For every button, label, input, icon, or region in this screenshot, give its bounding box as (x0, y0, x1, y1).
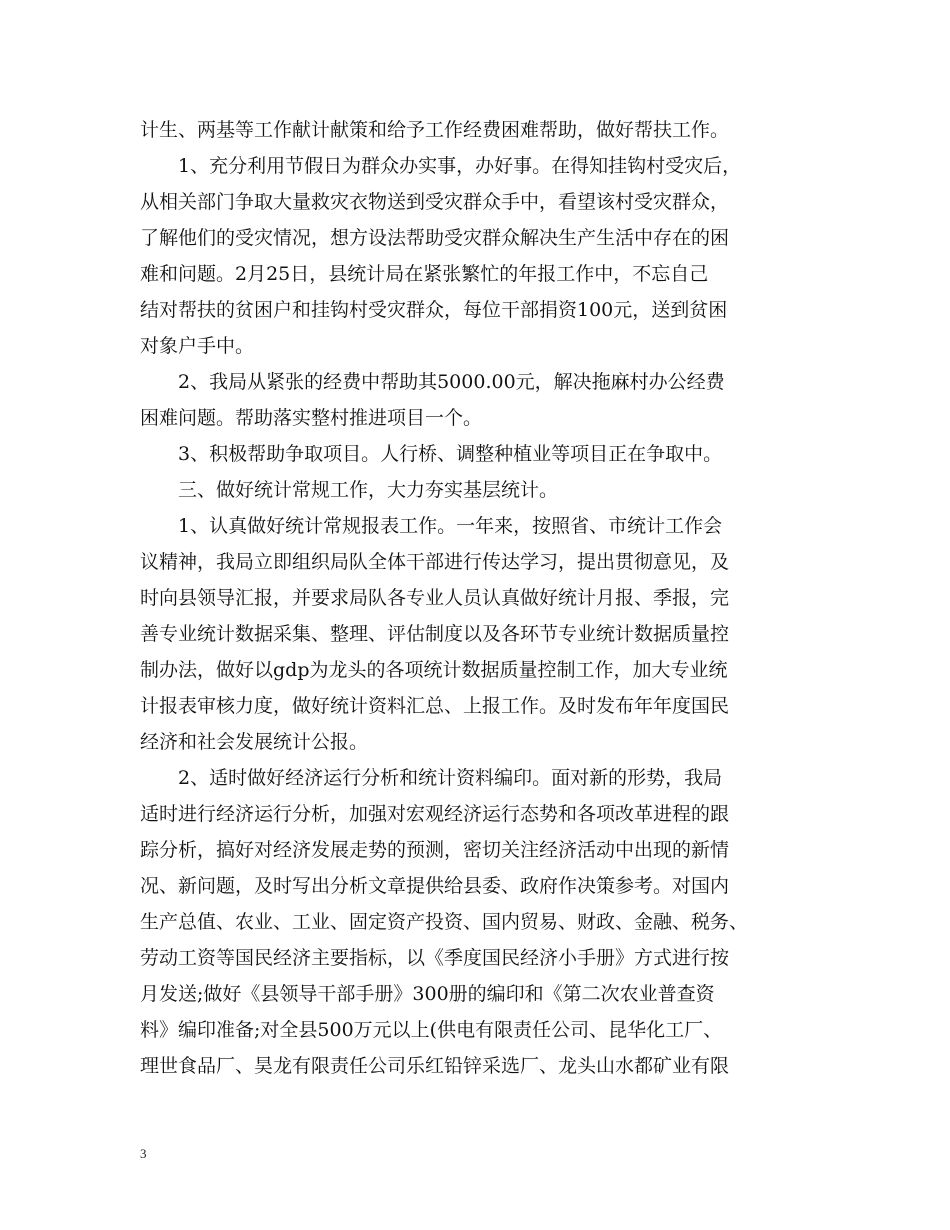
text-line: 况、新问题，及时写出分析文章提供给县委、政府作决策参考。对国内 (140, 875, 730, 897)
text-line: 料》编印准备;对全县500万元以上(供电有限责任公司、昆华化工厂、 (140, 1019, 723, 1041)
text-line: 1、充分利用节假日为群众办实事，办好事。在得知挂钩村受灾后， (178, 155, 742, 177)
text-line: 对象户手中。 (140, 335, 255, 357)
text-line: 困难问题。帮助落实整村推进项目一个。 (140, 407, 483, 429)
text-line: 三、做好统计常规工作，大力夯实基层统计。 (178, 479, 559, 501)
text-line: 了解他们的受灾情况，想方设法帮助受灾群众解决生产生活中存在的困 (140, 227, 730, 249)
document-body (140, 112, 830, 1084)
text-line: 3、积极帮助争取项目。人行桥、调整种植业等项目正在争取中。 (178, 443, 723, 465)
text-line: 适时进行经济运行分析，加强对宏观经济运行态势和各项改革进程的跟 (140, 803, 730, 825)
text-line: 从相关部门争取大量救灾衣物送到受灾群众手中，看望该村受灾群众， (140, 191, 730, 213)
text-line: 计报表审核力度，做好统计资料汇总、上报工作。及时发布年年度国民 (140, 695, 730, 717)
text-line: 难和问题。2月25日，县统计局在紧张繁忙的年报工作中，不忘自己 (140, 263, 709, 285)
text-line: 议精神，我局立即组织局队全体干部进行传达学习，提出贯彻意见，及 (140, 551, 730, 573)
text-line: 踪分析，搞好对经济发展走势的预测，密切关注经济活动中出现的新情 (140, 839, 730, 861)
text-line: 月发送;做好《县领导干部手册》300册的编印和《第二次农业普查资 (140, 983, 715, 1005)
text-line: 结对帮扶的贫困户和挂钩村受灾群众，每位干部捐资100元，送到贫困 (140, 299, 728, 321)
text-line: 时向县领导汇报，并要求局队各专业人员认真做好统计月报、季报，完 (140, 587, 730, 609)
text-line: 善专业统计数据采集、整理、评估制度以及各环节专业统计数据质量控 (140, 623, 730, 645)
page-number: 3 (140, 1146, 147, 1161)
text-line: 劳动工资等国民经济主要指标，以《季度国民经济小手册》方式进行按 (140, 947, 730, 969)
text-line: 理世食品厂、昊龙有限责任公司乐红铅锌采选厂、龙头山水都矿业有限 (140, 1055, 730, 1077)
text-line: 经济和社会发展统计公报。 (140, 731, 369, 753)
text-line: 1、认真做好统计常规报表工作。一年来，按照省、市统计工作会 (178, 515, 723, 537)
text-line: 计生、两基等工作献计献策和给予工作经费困难帮助，做好帮扶工作。 (140, 119, 730, 141)
text-line: 制办法，做好以gdp为龙头的各项统计数据质量控制工作，加大专业统 (140, 659, 728, 681)
text-line: 2、我局从紧张的经费中帮助其5000.00元，解决拖麻村办公经费 (178, 371, 725, 393)
text-line: 2、适时做好经济运行分析和统计资料编印。面对新的形势，我局 (178, 767, 723, 789)
text-line: 生产总值、农业、工业、固定资产投资、国内贸易、财政、金融、税务、 (140, 911, 749, 933)
